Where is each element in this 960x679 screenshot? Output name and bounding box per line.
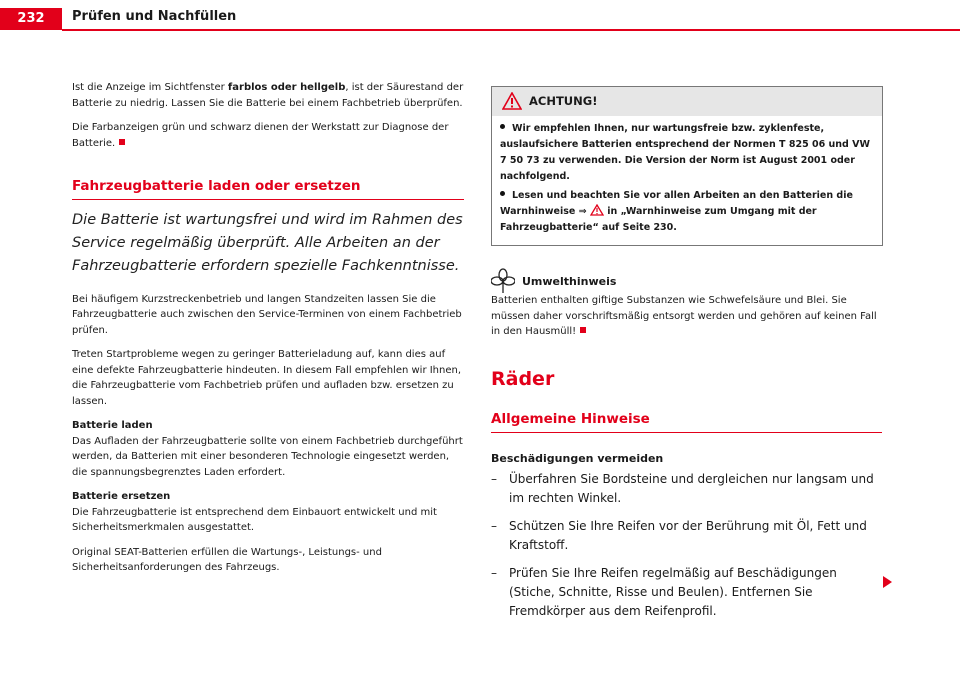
- page-header: [0, 0, 960, 30]
- paragraph: Die Fahrzeugbatterie ist entsprechend dem Einbauort entwickelt und mit Sicherheitsmerkmalen ausgestattet.: [72, 506, 437, 533]
- paragraph: Das Aufladen der Fahrzeugbatterie sollte von einem Fachbetrieb durchgeführt werden, da Batterien mit einer besonderen Technologie eingesetzt werden, die spannungsbegrenztes Laden erfordert.: [72, 435, 463, 478]
- dash: –: [491, 472, 497, 486]
- section-title-general: Allgemeine Hinweise: [491, 412, 882, 433]
- environment-text: [491, 293, 882, 340]
- left-column: [72, 80, 464, 585]
- environment-leaf-icon: [491, 268, 515, 294]
- warning-body: [492, 116, 882, 245]
- bullet-icon: [500, 124, 505, 129]
- environment-title: Umwelthinweis: [522, 275, 617, 288]
- warning-icon: [502, 92, 522, 110]
- text: Die Farbanzeigen grün und schwarz dienen der Werkstatt zur Diagnose der Batterie.: [72, 122, 449, 149]
- text: Batterien enthalten giftige Substanzen wie Schwefelsäure und Blei. Sie müssen daher vorschriftsmäßig entsorgt werden und gehören auf keinen Fall in den Hausmüll!: [491, 295, 877, 337]
- end-marker-icon: [119, 139, 125, 145]
- right-column: [491, 86, 882, 630]
- text: in „Warnhinweise zum Umgang mit der Fahrzeugbatterie“ auf Seite 230.: [500, 206, 817, 233]
- continue-arrow-icon: [883, 576, 892, 588]
- subheading-charge: Batterie laden: [72, 420, 153, 431]
- step-text: Überfahren Sie Bordsteine und dergleichen nur langsam und im rechten Winkel.: [509, 472, 874, 505]
- warning-ref-icon: [590, 204, 604, 216]
- step-text: Prüfen Sie Ihre Reifen regelmäßig auf Beschädigungen (Stiche, Schnitte, Risse und Beulen). Entfernen Sie Fremdkörper aus dem Reifenprofil.: [509, 566, 837, 618]
- paragraph-colors: [72, 120, 464, 151]
- dash: –: [491, 566, 497, 580]
- header-rule: [62, 29, 960, 31]
- paragraph: Treten Startprobleme wegen zu geringer Batterieladung auf, kann dies auf eine defekte Fahrzeugbatterie hindeuten. In diesem Fall empfehlen wir Ihnen, die Fahrzeugbatterie vom Fachbetrieb prüfen und aufladen bzw. ersetzen zu lassen.: [72, 349, 462, 407]
- paragraph: Bei häufigem Kurzstreckenbetrieb und langen Standzeiten lassen Sie die Fahrzeugbatterie auch zwischen den Service-Terminen von einem Fachbetrieb prüfen.: [72, 293, 462, 336]
- paragraph-indicator: [72, 80, 464, 111]
- warning-title: ACHTUNG!: [529, 94, 598, 108]
- step-item: [491, 564, 882, 621]
- dash: –: [491, 519, 497, 533]
- warning-item: [500, 121, 874, 185]
- step-item: [491, 517, 882, 555]
- page-number: 232: [0, 8, 62, 30]
- arrow-ref: ⇒: [578, 206, 587, 217]
- section-title-battery: Fahrzeugbatterie laden oder ersetzen: [72, 179, 464, 200]
- end-marker-icon: [580, 327, 586, 333]
- warning-box: [491, 86, 883, 246]
- chapter-title: Prüfen und Nachfüllen: [72, 9, 237, 24]
- text: Ist die Anzeige im Sichtfenster: [72, 82, 228, 93]
- subheading-damage: Beschädigungen vermeiden: [491, 451, 664, 465]
- step-item: [491, 470, 882, 508]
- environment-note: [491, 268, 882, 340]
- subheading-replace: Batterie ersetzen: [72, 491, 171, 502]
- paragraph: Original SEAT-Batterien erfüllen die Wartungs-, Leistungs- und Sicherheitsanforderungen des Fahrzeugs.: [72, 546, 382, 573]
- step-text: Schützen Sie Ihre Reifen vor der Berührung mit Öl, Fett und Kraftstoff.: [509, 519, 867, 552]
- warning-header: [492, 87, 882, 116]
- text: Wir empfehlen Ihnen, nur wartungsfreie bzw. zyklenfeste, auslaufsichere Batterien entsprechend der Normen T 825 06 und VW 7 50 73 zu verwenden. Die Version der Norm ist August 2001 oder nachfolgend.: [500, 123, 870, 182]
- bold-text: farblos oder hellgelb: [227, 82, 346, 93]
- bullet-icon: [500, 191, 505, 196]
- chapter-heading-wheels: Räder: [491, 367, 555, 390]
- text: , ist der Säurestand der Batterie zu niedrig. Lassen Sie die Batterie bei einem Fachbetrieb überprüfen.: [72, 82, 464, 109]
- lead-text: Die Batterie ist wartungsfrei und wird im Rahmen des Service regelmäßig überprüft. Alle Arbeiten an der Fahrzeugbatterie erfordern spezielle Fachkenntnisse.: [72, 211, 463, 274]
- text: Lesen und beachten Sie vor allen Arbeiten an den Batterien die Warnhinweise: [500, 190, 853, 217]
- warning-item: [500, 188, 874, 236]
